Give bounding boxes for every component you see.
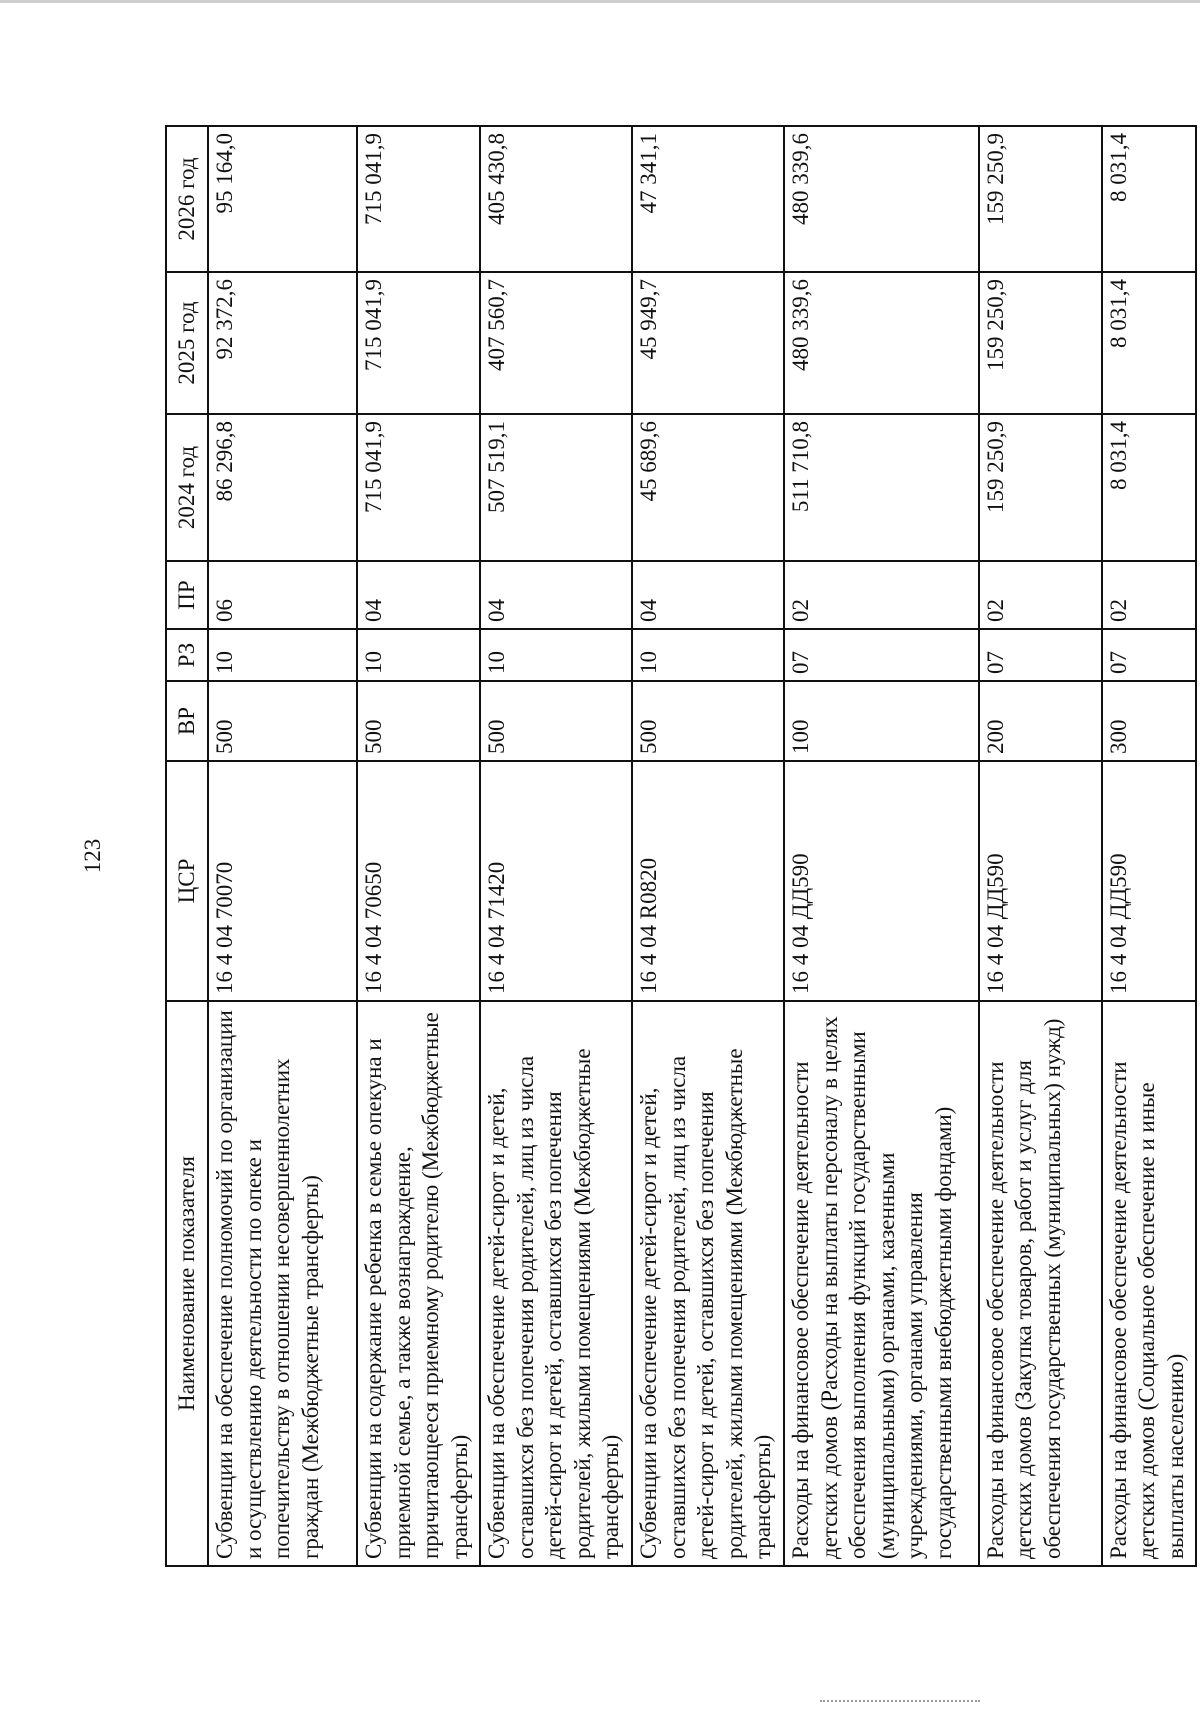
cell-name: Субвенции на обеспечение полномочий по организации и осуществлению деятельности по опеке и попечительству в отношении несовершеннолетних граждан (Межбюджетные трансферты) (208, 1001, 357, 1566)
cell-2024: 45 689,6 (632, 414, 784, 561)
header-csr: ЦСР (166, 761, 208, 1001)
cell-2024: 507 519,1 (480, 414, 632, 561)
cell-2026: 715 041,9 (357, 126, 480, 272)
header-pr: ПР (166, 561, 208, 629)
cell-name: Расходы на финансовое обеспечение деятельности детских домов (Расходы на выплаты персоналу в целях обеспечения выполнения функций государственными (муниципальными) органами, казенными учреждениями, органами управления государственными внебюджетными фондами) (784, 1001, 979, 1566)
cell-2024: 86 296,8 (208, 414, 357, 561)
cell-pr: 04 (480, 561, 632, 629)
cell-rz: 07 (979, 629, 1102, 681)
cell-pr: 02 (1102, 561, 1196, 629)
table-row (1102, 126, 1196, 1566)
table-row (357, 126, 480, 1566)
cell-name: Расходы на финансовое обеспечение деятельности детских домов (Закупка товаров, работ и услуг для обеспечения государственных (муниципальных) нужд) (979, 1001, 1102, 1566)
scan-footer-mark (820, 1700, 980, 1705)
cell-2025: 159 250,9 (979, 272, 1102, 414)
cell-2025: 407 560,7 (480, 272, 632, 414)
cell-2024: 715 041,9 (357, 414, 480, 561)
cell-pr: 04 (632, 561, 784, 629)
cell-2026: 95 164,0 (208, 126, 357, 272)
rotated-table-container (165, 127, 1197, 1567)
cell-vr: 500 (480, 681, 632, 761)
cell-csr: 16 4 04 R0820 (632, 761, 784, 1001)
table-header-row (166, 126, 208, 1566)
page-number: 123 (80, 838, 105, 874)
cell-vr: 500 (357, 681, 480, 761)
cell-2025: 715 041,9 (357, 272, 480, 414)
cell-2026: 480 339,6 (784, 126, 979, 272)
cell-csr: 16 4 04 ДД590 (784, 761, 979, 1001)
header-rz: РЗ (166, 629, 208, 681)
cell-vr: 200 (979, 681, 1102, 761)
cell-vr: 500 (208, 681, 357, 761)
cell-vr: 100 (784, 681, 979, 761)
cell-vr: 500 (632, 681, 784, 761)
header-name: Наименование показателя (166, 1001, 208, 1566)
table-row (480, 126, 632, 1566)
cell-2025: 8 031,4 (1102, 272, 1196, 414)
table-row (208, 126, 357, 1566)
cell-name: Субвенции на обеспечение детей-сирот и детей, оставшихся без попечения родителей, лиц из числа детей-сирот и детей, оставшихся без попечения родителей, жилыми помещениями (Межбюджетные трансферты) (632, 1001, 784, 1566)
header-2025: 2025 год (166, 272, 208, 414)
table-row (632, 126, 784, 1566)
cell-pr: 02 (784, 561, 979, 629)
cell-csr: 16 4 04 70650 (357, 761, 480, 1001)
cell-2024: 159 250,9 (979, 414, 1102, 561)
cell-2026: 159 250,9 (979, 126, 1102, 272)
cell-pr: 06 (208, 561, 357, 629)
cell-rz: 10 (357, 629, 480, 681)
cell-vr: 300 (1102, 681, 1196, 761)
cell-2026: 8 031,4 (1102, 126, 1196, 272)
cell-2024: 8 031,4 (1102, 414, 1196, 561)
cell-name: Субвенции на содержание ребенка в семье опекуна и приемной семье, а также вознаграждение, причитающееся приемному родителю (Межбюджетные трансферты) (357, 1001, 480, 1566)
cell-csr: 16 4 04 ДД590 (1102, 761, 1196, 1001)
cell-rz: 10 (480, 629, 632, 681)
cell-csr: 16 4 04 ДД590 (979, 761, 1102, 1001)
cell-rz: 10 (632, 629, 784, 681)
cell-2026: 405 430,8 (480, 126, 632, 272)
table-row (784, 126, 979, 1566)
header-2024: 2024 год (166, 414, 208, 561)
header-2026: 2026 год (166, 126, 208, 272)
cell-rz: 07 (1102, 629, 1196, 681)
budget-table (165, 125, 1197, 1567)
cell-rz: 10 (208, 629, 357, 681)
cell-2026: 47 341,1 (632, 126, 784, 272)
header-vr: ВР (166, 681, 208, 761)
cell-2025: 92 372,6 (208, 272, 357, 414)
cell-2025: 45 949,7 (632, 272, 784, 414)
cell-rz: 07 (784, 629, 979, 681)
cell-csr: 16 4 04 70070 (208, 761, 357, 1001)
cell-name: Субвенции на обеспечение детей-сирот и детей, оставшихся без попечения родителей, лиц из числа детей-сирот и детей, оставшихся без попечения родителей, жилыми помещениями (Межбюджетные трансферты) (480, 1001, 632, 1566)
table-row (979, 126, 1102, 1566)
cell-pr: 02 (979, 561, 1102, 629)
cell-2025: 480 339,6 (784, 272, 979, 414)
cell-pr: 04 (357, 561, 480, 629)
cell-csr: 16 4 04 71420 (480, 761, 632, 1001)
scan-top-edge (0, 0, 1200, 3)
cell-2024: 511 710,8 (784, 414, 979, 561)
cell-name: Расходы на финансовое обеспечение деятельности детских домов (Социальное обеспечение и иные выплаты населению) (1102, 1001, 1196, 1566)
